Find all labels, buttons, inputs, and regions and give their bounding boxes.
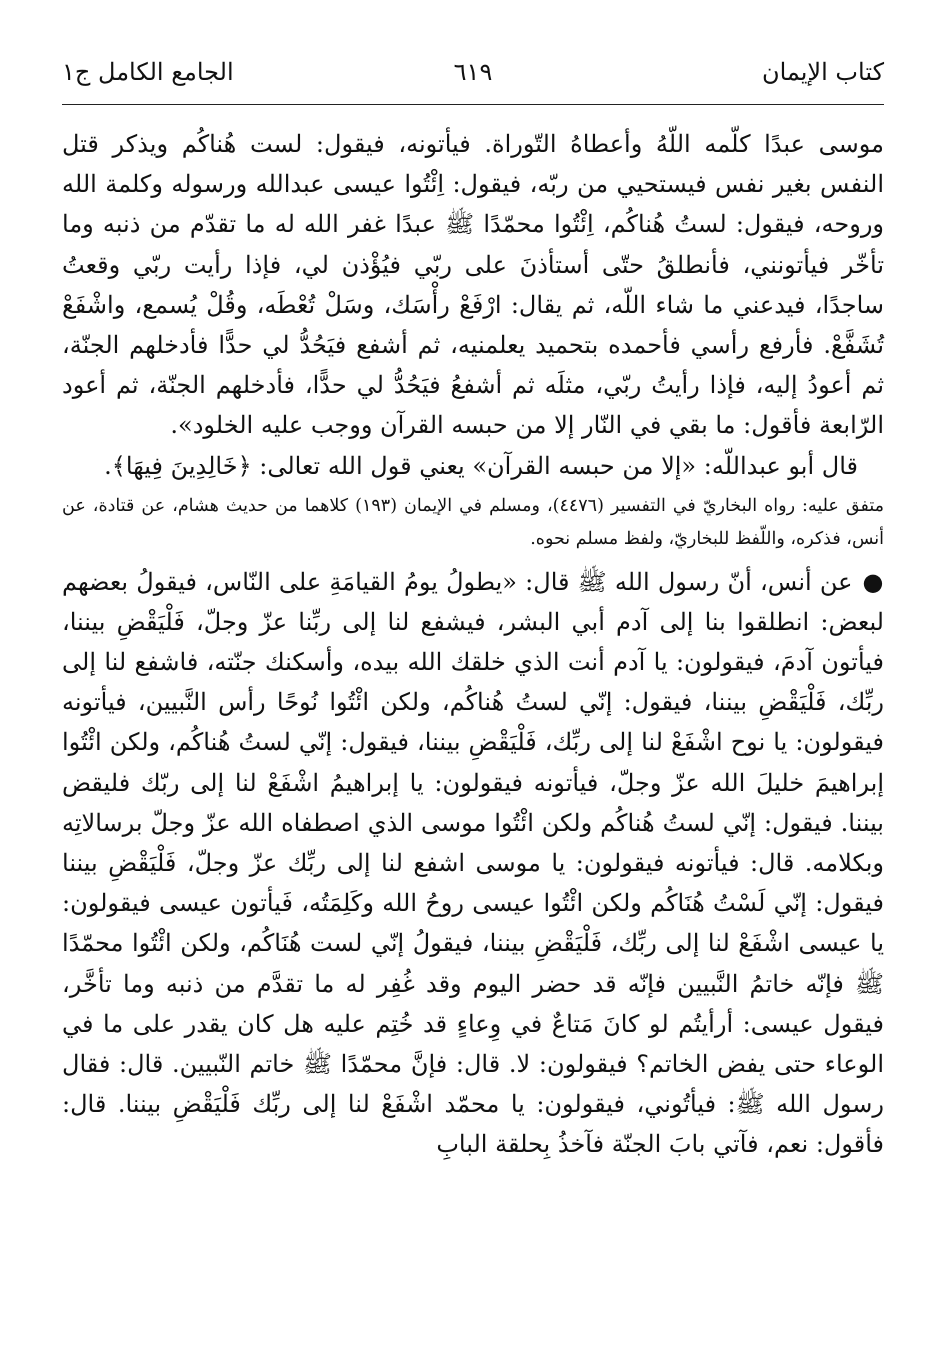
takhrij-note: متفق عليه: رواه البخاريّ في التفسير (٤٤٧٦)، ومسلم في الإيمان (١٩٣) كلاهما من حديث هشام، عن قتادة، عن أنس، فذكره، واللّفظ للبخاريّ، ولفظ مسلم نحوه. xyxy=(62,495,884,549)
running-header xyxy=(62,58,884,98)
section-title: كتاب الإيمان xyxy=(761,58,884,86)
page-number: ٦١٩ xyxy=(453,58,493,86)
abu-abdullah-comment: قال أبو عبداللّه: «إلا من حبسه القرآن» يعني قول الله تعالى: ﴿خَالِدِينَ فِيهَا﴾. xyxy=(104,451,858,480)
header-divider xyxy=(62,104,884,105)
page-body xyxy=(62,124,884,1165)
new-hadith xyxy=(62,562,884,1165)
bullet-icon: ● xyxy=(862,567,884,596)
book-title: الجامع الكامل ج١ xyxy=(62,58,234,86)
hadith-continuation: موسى عبدًا كلّمه اللّهُ وأعطاهُ التّوراة. فيأتونه، فيقول: لست هُناكُم ويذكر قتل النفس بغير نفس فيستحيي من ربّه، فيقول: اِئْتُوا عيسى عبدالله ورسوله وكلمة الله وروحه، فيقول: لستُ هُناكُم، اِئْتُوا محمّدًا ﷺ عبدًا غفر الله له ما تقدّم من ذنبه وما تأخّر فيأتونني، فأنطلقُ حتّى أستأذنَ على ربّي فيُؤْذن لي، فإذا رأيت ربّي وقعتُ ساجدًا، فيدعني ما شاء اللّه، ثم يقال: ارْفَعْ رأْسَك، وسَلْ تُعْطَه، وقُلْ يُسمع، واشْفَعْ تُشَفَّعْ. فأرفع رأسي فأحمده بتحميد يعلمنيه، ثم أشفع فيَحُدُّ لي حدًّا فأدخلهم الجنّة، ثم أعودُ إليه، فإذا رأيتُ ربّي، مثلَه ثم أشفعُ فيَحُدُّ لي حدًّا، فأدخلهم الجنّة، ثم أعود الرّابعة فأقول: ما بقي في النّار إلا من حبسه القرآن ووجب عليه الخلود». xyxy=(62,130,885,440)
new-hadith-text: عن أنس، أنّ رسول الله ﷺ قال: «يطولُ يومُ القيامَةِ على النّاس، فيقولُ بعضهم لبعض: انطلقوا بنا إلى آدم أبي البشر، فيشفع لنا إلى ربِّنا عزّ وجلّ، فَلْيَقْضِ بيننا، فيأتون آدمَ، فيقولون: يا آدم أنت الذي خلقك الله بيده، وأسكنك جنّته، فاشفع لنا إلى ربِّك، فَلْيَقْضِ بيننا، فيقول: إنّي لستُ هُناكُم، ولكن ائْتُوا نُوحًا رأس النَّبيين، فيأتونه فيقولون: يا نوح اشْفَعْ لنا إلى ربِّك، فَلْيَقْضِ بيننا، فيقول: إنّي لستُ هُناكُم، ولكن ائْتُوا إبراهيمَ خليلَ الله عزّ وجلّ، فيأتونه فيقولون: يا إبراهيمُ اشْفَعْ لنا إلى ربّك فليقض بيننا. فيقول: إنّي لستُ هُناكُم ولكن ائْتُوا موسى الذي اصطفاه الله عزّ وجلّ برسالاتِه وبكلامه. قال: فيأتونه فيقولون: يا موسى اشفع لنا إلى ربِّك عزّ وجلّ، فَلْيَقْضِ بيننا فيقول: إنّي لَسْتُ هُنَاكُم ولكن ائْتُوا عيسى روحُ الله وكَلِمَتُه، فَيأتون عيسى فيقولون: يا عيسى اشْفَعْ لنا إلى ربِّك، فَلْيَقْضِ بيننا، فيقولُ إنّي لست هُنَاكُم، ولكن ائْتُوا محمّدًا ﷺ فإنّه خاتمُ النَّبيين فإنّه قد حضر اليوم وقد غُفِر له ما تقدَّم من ذنبه وما تأخَّر، فيقول عيسى: أرأيتُم لو كانَ مَتاعٌ في وِعاءٍ قد خُتِم عليه هل كان يقدر على ما في الوعاء حتى يفض الخاتم؟ فيقولون: لا. قال: فإنَّ محمّدًا ﷺ خاتم النّبيين. قال: فقال رسول الله ﷺ: فيأتُوني، فيقولون: يا محمّد اشْفَعْ لنا إلى ربِّك فَلْيَقْضِ بيننا. قال: فأقول: نعم، فآتي بابَ الجنّة فآخذُ بِحلقة البابِ xyxy=(62,567,885,1159)
